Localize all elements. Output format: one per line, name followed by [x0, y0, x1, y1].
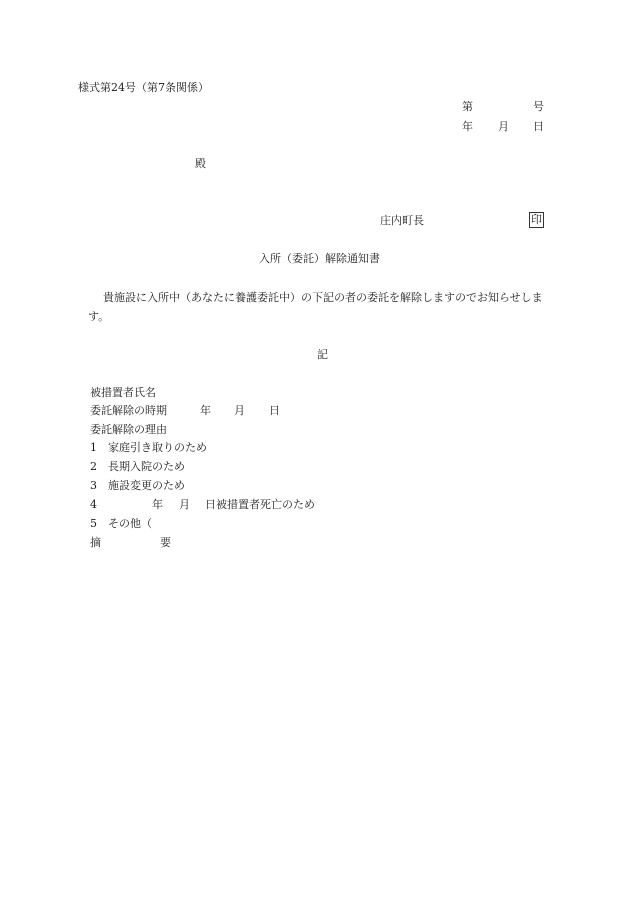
seal-mark: 印 [531, 213, 542, 226]
sender-title: 庄内町長 [380, 214, 424, 227]
reason-5-number: 5 [90, 517, 97, 530]
reason-1-text: 家庭引き取りのため [108, 441, 207, 454]
ki-heading: 記 [317, 348, 328, 361]
reason-label: 委託解除の理由 [90, 423, 167, 436]
cancel-date-label: 委託解除の時期 [90, 404, 167, 417]
date-year: 年 [462, 120, 473, 133]
reason-5-text: その他（ [108, 517, 152, 530]
reason-2-number: 2 [90, 460, 97, 473]
cancel-date-year: 年 [200, 404, 211, 417]
reason-3-number: 3 [90, 479, 97, 492]
addressee-honorific: 殿 [195, 157, 206, 170]
cancel-date-day: 日 [269, 404, 280, 417]
reason-4-number: 4 [90, 498, 97, 511]
date-month: 月 [498, 120, 509, 133]
remarks-char-2: 要 [160, 536, 171, 549]
reason-4-text: 日被措置者死亡のため [205, 498, 315, 511]
reason-4-month: 月 [179, 498, 190, 511]
cancel-date-month: 月 [234, 404, 245, 417]
remarks-char-1: 摘 [90, 536, 101, 549]
date-day: 日 [533, 120, 544, 133]
document-number-prefix: 第 [462, 100, 473, 113]
body-text-line-1: 貴施設に入所中（あなたに養護委託中）の下記の者の委託を解除しますのでお知らせしま [103, 291, 543, 304]
body-text-line-2: す。 [88, 310, 110, 323]
reason-4-year: 年 [152, 498, 163, 511]
reason-1-number: 1 [90, 441, 97, 454]
document-title: 入所（委託）解除通知書 [259, 252, 380, 265]
reason-2-text: 長期入院のため [108, 460, 185, 473]
form-number: 様式第24号（第7条関係） [78, 81, 209, 94]
reason-3-text: 施設変更のため [108, 479, 185, 492]
person-name-label: 被措置者氏名 [90, 386, 156, 399]
document-number-suffix: 号 [533, 100, 544, 113]
